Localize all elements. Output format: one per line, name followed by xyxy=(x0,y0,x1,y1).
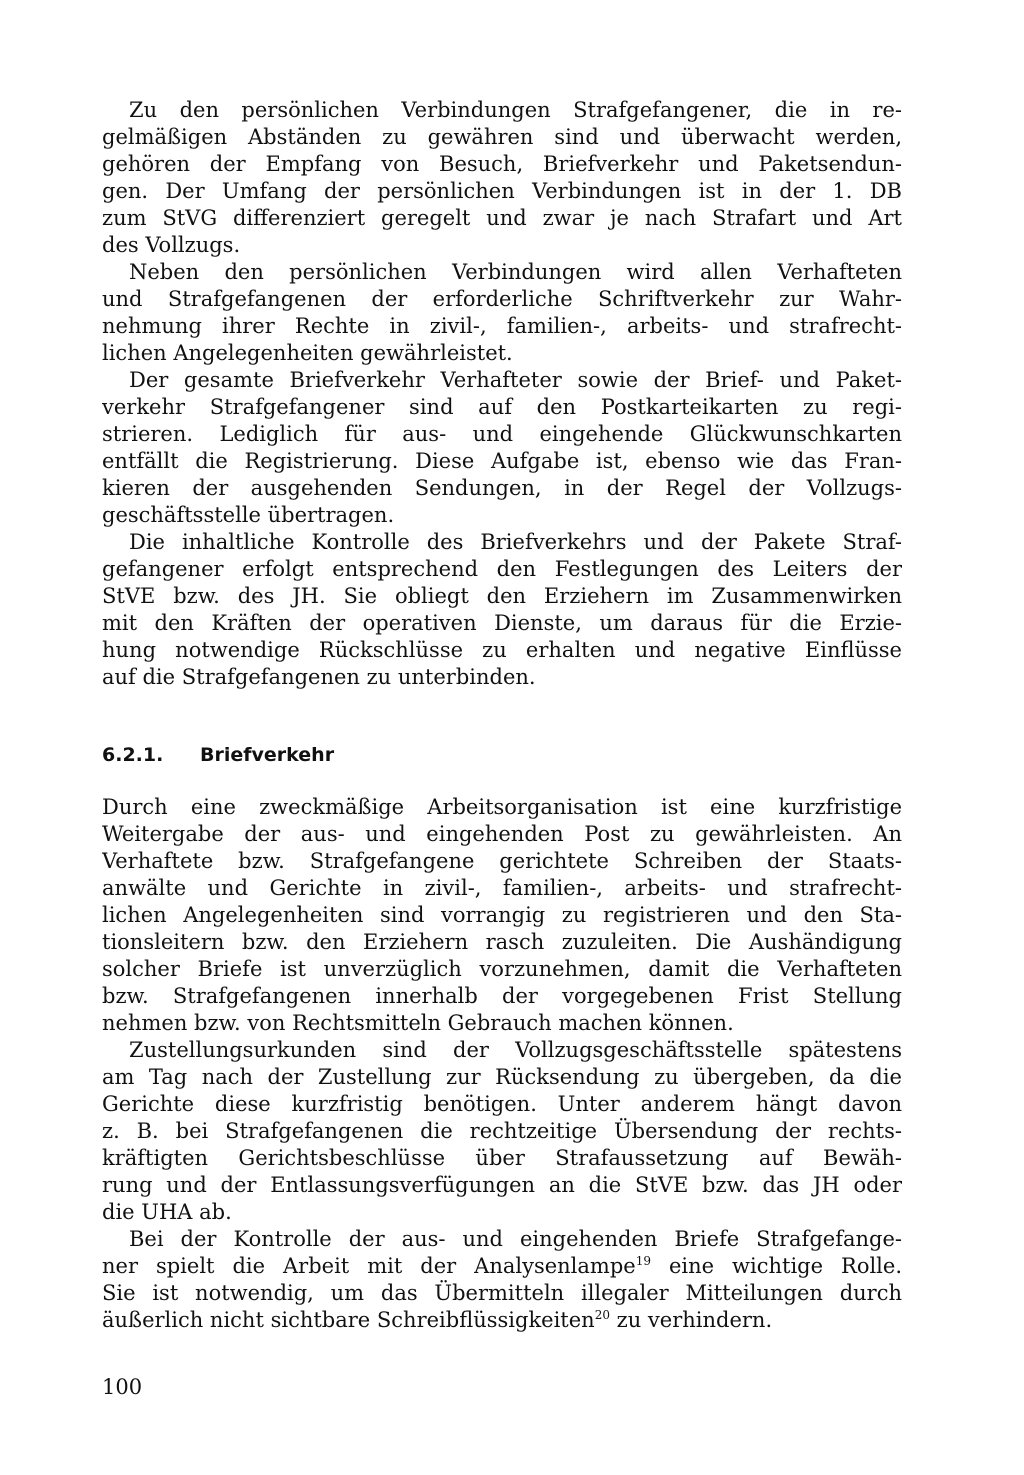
paragraph-mail-forwarding xyxy=(102,794,902,1037)
text-line: lichen Angelegenheiten sind vorrangig zu registrieren und den Sta- xyxy=(102,903,902,927)
text-line: StVE bzw. des JH. Sie obliegt den Erziehern im Zusammenwirken xyxy=(102,584,902,608)
text-line: des Vollzugs. xyxy=(102,233,241,257)
text-line: solcher Briefe ist unverzüglich vorzunehmen, damit die Verhafteten xyxy=(102,957,902,981)
text-line: tionsleitern bzw. den Erziehern rasch zuzuleiten. Die Aushändigung xyxy=(102,930,902,954)
text-segment: eine wichtige Rolle. xyxy=(650,1254,902,1278)
text-line-with-footnote xyxy=(102,1307,902,1334)
text-line: Weitergabe der aus- und eingehenden Post zu gewährleisten. An xyxy=(102,822,902,846)
text-segment: zu verhindern. xyxy=(609,1308,773,1332)
text-line: und Strafgefangenen der erforderliche Schriftverkehr zur Wahr- xyxy=(102,287,902,311)
page-number: 100 xyxy=(102,1375,143,1399)
paragraph-content-control xyxy=(102,529,902,691)
text-line: Zustellungsurkunden sind der Vollzugsgeschäftsstelle spätestens xyxy=(129,1038,902,1062)
text-line: bzw. Strafgefangenen innerhalb der vorgegebenen Frist Stellung xyxy=(102,984,902,1008)
text-line: entfällt die Registrierung. Diese Aufgabe ist, ebenso wie das Fran- xyxy=(102,449,902,473)
text-line: kräftigten Gerichtsbeschlüsse über Strafaussetzung auf Bewäh- xyxy=(102,1146,902,1170)
text-line: gehören der Empfang von Besuch, Briefverkehr und Paketsendun- xyxy=(102,152,902,176)
text-segment: ner spielt die Arbeit mit der Analysenlampe xyxy=(102,1254,636,1278)
text-line-with-footnote xyxy=(102,1253,902,1280)
section-number: 6.2.1. xyxy=(102,744,164,766)
text-line: Die inhaltliche Kontrolle des Briefverkehrs und der Pakete Straf- xyxy=(129,530,902,554)
footnote-marker-20[interactable]: 20 xyxy=(594,1308,610,1322)
text-line: Der gesamte Briefverkehr Verhafteter sowie der Brief- und Paket- xyxy=(129,368,902,392)
text-line: nehmung ihrer Rechte in zivil-, familien-, arbeits- und strafrecht- xyxy=(102,314,902,338)
paragraph-delivery-certificates xyxy=(102,1037,902,1226)
text-line: lichen Angelegenheiten gewährleistet. xyxy=(102,341,513,365)
text-line: gefangener erfolgt entsprechend den Festlegungen des Leiters der xyxy=(102,557,902,581)
text-segment: äußerlich nicht sichtbare Schreibflüssigkeiten xyxy=(102,1308,595,1332)
text-line: rung und der Entlassungsverfügungen an die StVE bzw. das JH oder xyxy=(102,1173,902,1197)
text-line: gen. Der Umfang der persönlichen Verbindungen ist in der 1. DB xyxy=(102,179,902,203)
text-line: hung notwendige Rückschlüsse zu erhalten und negative Einflüsse xyxy=(102,638,902,662)
text-line: mit den Kräften der operativen Dienste, um daraus für die Erzie- xyxy=(102,611,902,635)
text-line: verkehr Strafgefangener sind auf den Postkarteikarten zu regi- xyxy=(102,395,902,419)
paragraph-correspondence-rights xyxy=(102,259,902,367)
section-heading xyxy=(102,740,334,770)
text-line: z. B. bei Strafgefangenen die rechtzeitige Übersendung der rechts- xyxy=(102,1119,902,1143)
text-line: Zu den persönlichen Verbindungen Strafgefangener, die in re- xyxy=(129,98,902,122)
text-line: geschäftsstelle übertragen. xyxy=(102,503,395,527)
text-line: Neben den persönlichen Verbindungen wird allen Verhafteten xyxy=(129,260,902,284)
text-line: Gerichte diese kurzfristig benötigen. Unter anderem hängt davon xyxy=(102,1092,902,1116)
text-line: Bei der Kontrolle der aus- und eingehenden Briefe Strafgefange- xyxy=(129,1227,902,1251)
text-line: Sie ist notwendig, um das Übermitteln illegaler Mitteilungen durch xyxy=(102,1281,902,1305)
text-line: nehmen bzw. von Rechtsmitteln Gebrauch machen können. xyxy=(102,1011,734,1035)
text-line: Verhaftete bzw. Strafgefangene gerichtete Schreiben der Staats- xyxy=(102,849,902,873)
footnote-marker-19[interactable]: 19 xyxy=(635,1254,651,1268)
text-line: die UHA ab. xyxy=(102,1200,232,1224)
text-line: am Tag nach der Zustellung zur Rücksendung zu übergeben, da die xyxy=(102,1065,902,1089)
text-line: auf die Strafgefangenen zu unterbinden. xyxy=(102,665,536,689)
paragraph-personal-connections xyxy=(102,97,902,259)
text-line: strieren. Lediglich für aus- und eingehende Glückwunschkarten xyxy=(102,422,902,446)
text-line: kieren der ausgehenden Sendungen, in der Regel der Vollzugs- xyxy=(102,476,902,500)
paragraph-registration xyxy=(102,367,902,529)
text-line: gelmäßigen Abständen zu gewähren sind und überwacht werden, xyxy=(102,125,902,149)
text-line: zum StVG differenziert geregelt und zwar je nach Strafart und Art xyxy=(102,206,902,230)
section-title: Briefverkehr xyxy=(200,744,335,766)
paragraph-analysis-lamp xyxy=(102,1226,902,1334)
text-line: Durch eine zweckmäßige Arbeitsorganisation ist eine kurzfristige xyxy=(102,795,902,819)
text-line: anwälte und Gerichte in zivil-, familien-, arbeits- und strafrecht- xyxy=(102,876,902,900)
